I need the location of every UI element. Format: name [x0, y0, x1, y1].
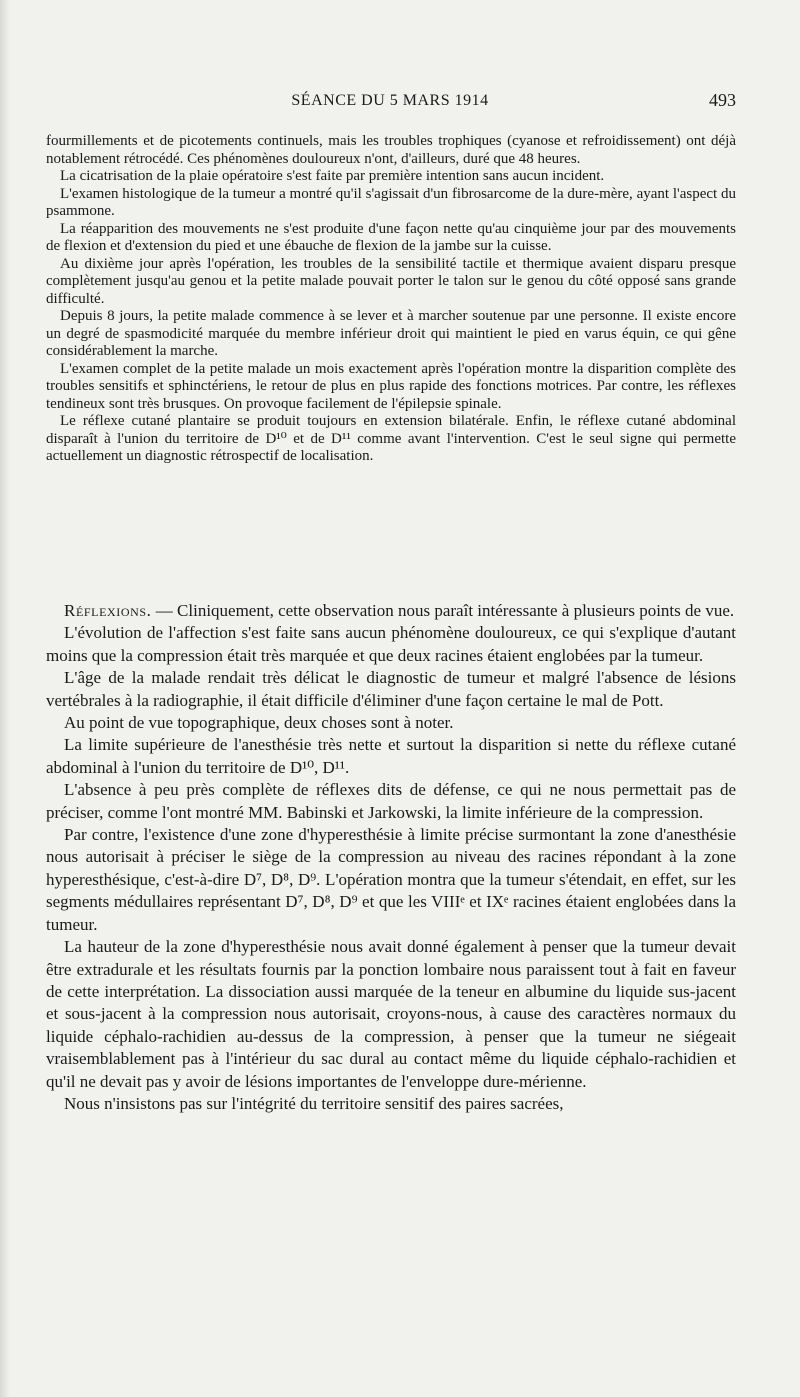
observation-text — [46, 133, 736, 466]
paragraph: Par contre, l'existence d'une zone d'hyperesthésie à limite précise surmontant la zone d'anesthésie nous autorisait à préciser le siège de la compression au niveau des racines répondant à la zone hyperesthésique, c'est-à-dire D⁷, D⁸, D⁹. L'opération montra que la tumeur s'étendait, en effet, sur les segments médullaires représentant D⁷, D⁸, D⁹ et que les VIIIᵉ et IXᵉ racines étaient englobées dans la tumeur. — [46, 825, 736, 934]
page-edge-shadow — [0, 0, 10, 1397]
paragraph: Le réflexe cutané plantaire se produit toujours en extension bilatérale. Enfin, le réflexe cutané abdominal disparaît à l'union du territoire de D¹⁰ et de D¹¹ comme avant l'intervention. C'est le seul signe qui permette actuellement un diagnostic rétrospectif de localisation. — [46, 413, 736, 464]
paragraph: L'absence à peu près complète de réflexes dits de défense, ce qui ne nous permettait pas de préciser, comme l'ont montré MM. Babinski et Jarkowski, la limite inférieure de la compression. — [46, 780, 736, 822]
paragraph: L'examen complet de la petite malade un mois exactement après l'opération montre la disparition complète des troubles sensitifs et sphinctériens, le retour de plus en plus rapide des fonctions motrices. Par contre, les réflexes tendineux sont très brusques. On provoque facilement de l'épilepsie spinale. — [46, 360, 736, 412]
paragraph: La hauteur de la zone d'hyperesthésie nous avait donné également à penser que la tumeur devait être extradurale et les résultats fournis par la ponction lombaire nous paraissent tout à fait en faveur de cette interprétation. La dissociation aussi marquée de la teneur en albumine du liquide sus-jacent et sous-jacent à la compression nous autorisait, croyons-nous, à cause des caractères normaux du liquide céphalo-rachidien au-dessus de la compression, à penser que la tumeur ne siégeait vraisemblablement pas à l'intérieur du sac dural au contact même du liquide céphalo-rachidien et qu'il ne devait pas y avoir de lésions importantes de l'enveloppe dure-mérienne. — [46, 937, 736, 1091]
paragraph — [46, 600, 736, 622]
paragraph: Au point de vue topographique, deux choses sont à noter. — [64, 713, 454, 733]
page-number: 493 — [709, 90, 736, 110]
paragraph: La limite supérieure de l'anesthésie très nette et surtout la disparition si nette du réflexe cutané abdominal à l'union du territoire de D¹⁰, D¹¹. — [46, 735, 736, 777]
paragraph: fourmillements et de picotements continuels, mais les troubles trophiques (cyanose et refroidissement) ont déjà notablement rétrocédé. Ces phénomènes douloureux n'ont, d'ailleurs, duré que 48 heures. — [46, 133, 736, 167]
section-heading: Réflexions. — [64, 601, 152, 620]
paragraph: Au dixième jour après l'opération, les troubles de la sensibilité tactile et thermique avaient disparu presque complètement jusqu'au genou et la petite malade pouvait porter le talon sur le genou du côté opposé sans grande difficulté. — [46, 255, 736, 307]
paragraph: La cicatrisation de la plaie opératoire s'est faite par première intention sans aucun incident. — [60, 168, 605, 184]
paragraph: La réapparition des mouvements ne s'est produite d'une façon nette qu'au cinquième jour par des mouvements de flexion et d'extension du pied et une ébauche de flexion de la jambe sur la cuisse. — [46, 220, 736, 254]
paragraph: Depuis 8 jours, la petite malade commence à se lever et à marcher soutenue par une personne. Il existe encore un degré de spasmodicité marquée du membre inférieur droit qui maintient le pied en varus équin, ce qui gêne considérablement la marche. — [46, 308, 736, 359]
paragraph: L'examen histologique de la tumeur a montré qu'il s'agissait d'un fibrosarcome de la dure-mère, ayant l'aspect du psammone. — [46, 185, 736, 219]
paragraph-text: — Cliniquement, cette observation nous paraît intéressante à plusieurs points de vue. — [155, 601, 735, 620]
running-header — [44, 90, 736, 116]
paragraph: L'âge de la malade rendait très délicat le diagnostic de tumeur et malgré l'absence de lésions vertébrales à la radiographie, il était difficile d'éliminer d'une façon certaine le mal de Pott. — [46, 668, 736, 710]
paragraph: Nous n'insistons pas sur l'intégrité du territoire sensitif des paires sacrées, — [64, 1093, 564, 1113]
paragraph: L'évolution de l'affection s'est faite sans aucun phénomène douloureux, ce qui s'explique d'autant moins que la compression était très marquée et que deux racines étaient englobées par la tumeur. — [46, 623, 736, 665]
reflexions-section — [46, 600, 736, 1115]
running-title: SÉANCE DU 5 MARS 1914 — [291, 92, 489, 109]
